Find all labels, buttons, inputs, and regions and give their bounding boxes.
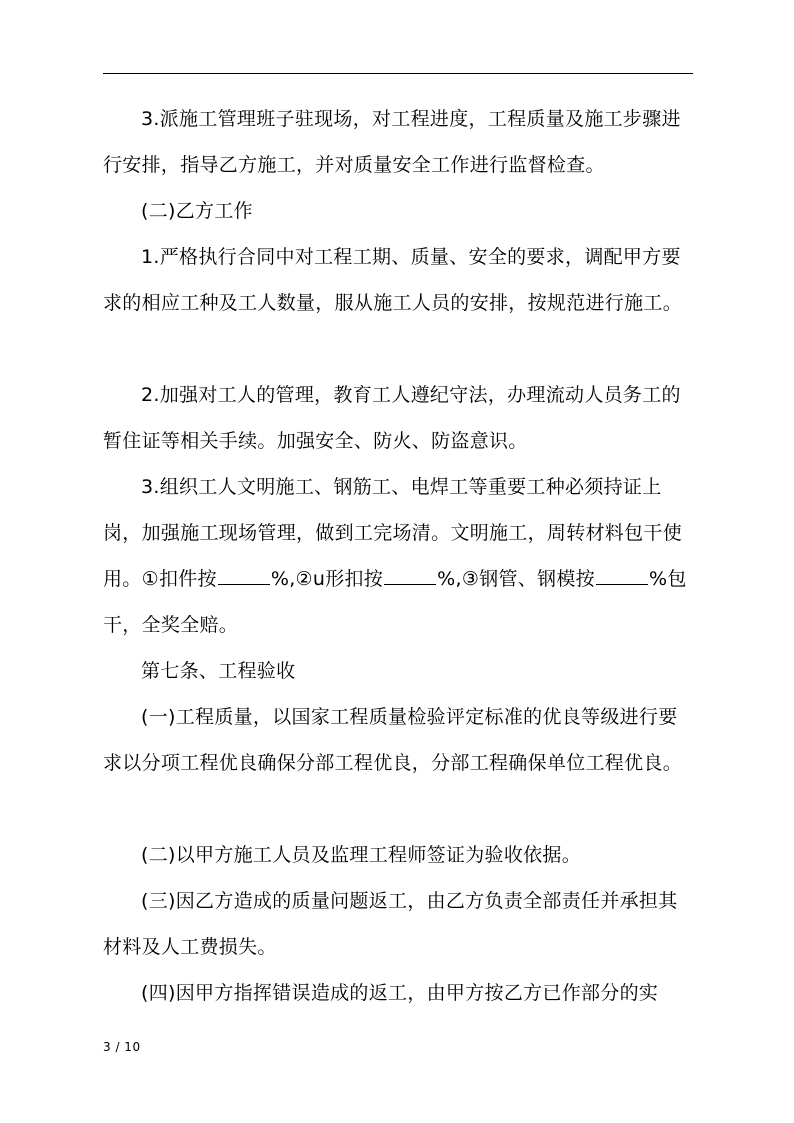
blank-prefix-1: ①扣件按 xyxy=(141,568,217,590)
fill-blank-1 xyxy=(218,568,270,585)
paragraph-8: (四)因甲方指挥错误造成的返工，由甲方按乙方已作部分的实 xyxy=(141,982,659,1004)
section-heading-party-b: (二)乙方工作 xyxy=(141,200,253,222)
blank-prefix-2: %,②u形扣按 xyxy=(270,568,384,590)
paragraph-4 xyxy=(103,464,693,648)
paragraph-5: (一)工程质量，以国家工程质量检验评定标准的优良等级进行要求以分项工程优良确保分部工程优良，分部工程确保单位工程优良。 xyxy=(103,706,683,774)
paragraph-4-text: 3.组织工人文明施工、钢筋工、电焊工等重要工种必须持证上岗，加强施工现场管理，做到工完场清。文明施工，周转材料包干使用。 xyxy=(103,476,683,590)
paragraph-2: 1.严格执行合同中对工程工期、质量、安全的要求，调配甲方要求的相应工种及工人数量，服从施工人员的安排，按规范进行施工。 xyxy=(103,246,683,314)
fill-blank-3 xyxy=(596,568,648,585)
blank-prefix-3: %,③钢管、钢模按 xyxy=(437,568,595,590)
paragraph-1: 3.派施工管理班子驻现场，对工程进度，工程质量及施工步骤进行安排，指导乙方施工，并对质量安全工作进行监督检查。 xyxy=(103,108,681,176)
header-rule xyxy=(103,73,693,74)
paragraph-6: (二)以甲方施工人员及监理工程师签证为验收依据。 xyxy=(141,844,582,866)
fill-blank-2 xyxy=(384,568,436,585)
paragraph-4-end: 包干，全奖全赔。 xyxy=(103,568,687,636)
paragraph-7: (三)因乙方造成的质量问题返工，由乙方负责全部责任并承担其材料及人工费损失。 xyxy=(103,890,678,958)
page-number: 3 / 10 xyxy=(103,1040,141,1054)
blank-suffix: % xyxy=(648,568,668,590)
article-seven-heading: 第七条、工程验收 xyxy=(141,660,296,682)
paragraph-3: 2.加强对工人的管理，教育工人遵纪守法，办理流动人员务工的暂住证等相关手续。加强安全、防火、防盗意识。 xyxy=(103,384,681,452)
